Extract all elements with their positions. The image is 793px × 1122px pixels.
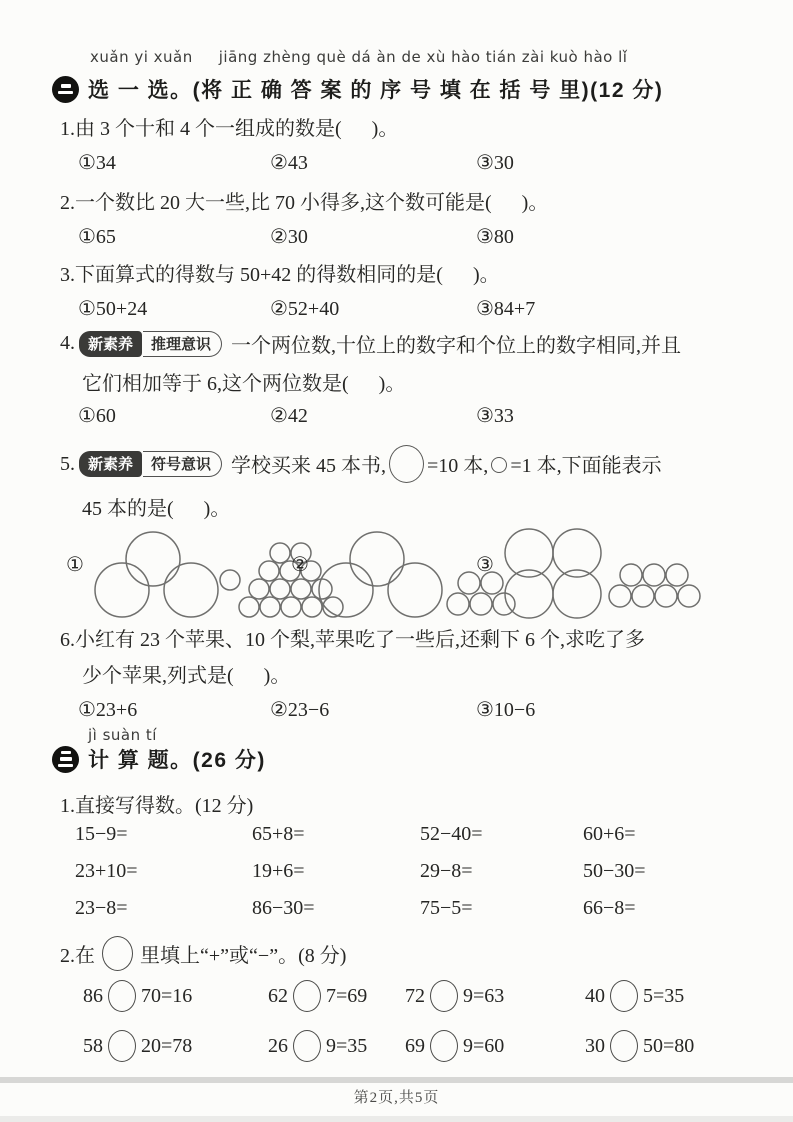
one-circle xyxy=(249,579,269,599)
q3-option-3: ③84+7 xyxy=(476,298,536,320)
circles-diagram-3 xyxy=(501,526,711,620)
one-circle xyxy=(666,564,688,586)
question-5-line2: 45 本的是( )。 xyxy=(82,498,231,520)
q4-option-2: ②42 xyxy=(270,405,308,427)
q4-option-1: ①60 xyxy=(78,405,116,427)
small-circle-symbol xyxy=(491,457,507,473)
one-circle xyxy=(270,543,290,563)
reasoning-awareness-badge: 推理意识 xyxy=(143,331,222,357)
one-circle xyxy=(259,561,279,581)
calc-expression: 29−8= xyxy=(420,860,473,882)
question-4-options xyxy=(78,403,514,428)
q2-option-2: ②30 xyxy=(270,226,308,248)
calc-expression: 23+10= xyxy=(75,860,138,882)
calc-expression: 86−30= xyxy=(252,897,315,919)
q5-number: 5. xyxy=(60,452,75,475)
question-1-options xyxy=(78,150,514,175)
section-three-icon xyxy=(52,746,79,773)
question-4-line1 xyxy=(60,329,681,358)
q1-option-1: ①34 xyxy=(78,152,116,174)
page-edge-shadow xyxy=(0,1077,793,1083)
ten-circle xyxy=(95,563,149,617)
section3-pinyin: jì suàn tí xyxy=(88,726,157,744)
diagram-3-label: ③ xyxy=(476,554,494,576)
scan-bottom-edge xyxy=(0,1116,793,1122)
operator-blank-circle xyxy=(108,980,136,1012)
calc-expression: 23−8= xyxy=(75,897,128,919)
new-literacy-badge: 新素养 xyxy=(79,451,142,477)
section2-header xyxy=(52,74,663,104)
q6-option-3: ③10−6 xyxy=(476,699,536,721)
ten-circle xyxy=(319,563,373,617)
fill-row-1 xyxy=(83,980,684,1012)
ten-circle xyxy=(350,532,404,586)
question-6-line2: 少个苹果,列式是( )。 xyxy=(82,665,291,687)
section2-pinyin xyxy=(90,48,627,66)
q4-option-3: ③33 xyxy=(476,405,514,427)
calc-expression: 66−8= xyxy=(583,897,636,919)
fill-row-2 xyxy=(83,1030,694,1062)
question-3-options xyxy=(78,296,535,321)
q4-text: 一个两位数,十位上的数字和个位上的数字相同,并且 xyxy=(231,335,682,357)
operator-blank-circle xyxy=(610,1030,638,1062)
diagram-2-label: ② xyxy=(291,554,309,576)
q2-option-3: ③80 xyxy=(476,226,514,248)
operator-blank-circle xyxy=(430,980,458,1012)
calc-expression: 65+8= xyxy=(252,823,305,845)
fill-item: 86 70=16 xyxy=(83,980,268,1012)
symbol-awareness-badge: 符号意识 xyxy=(143,451,222,477)
one-circle xyxy=(632,585,654,607)
ten-circle xyxy=(126,532,180,586)
operator-blank-circle xyxy=(430,1030,458,1062)
section2-title: 选 一 选。(将 正 确 答 案 的 序 号 填 在 括 号 里)(12 分) xyxy=(88,79,664,102)
q1-option-2: ②43 xyxy=(270,152,308,174)
one-circle xyxy=(655,585,677,607)
pinyin-part-a: xuǎn yi xuǎn xyxy=(90,48,193,66)
fill-item: 40 5=35 xyxy=(585,980,684,1012)
section3-header xyxy=(52,744,266,774)
question-1-text: 1.由 3 个十和 4 个一组成的数是( )。 xyxy=(60,118,399,140)
q3-option-1: ①50+24 xyxy=(78,298,148,320)
one-circle xyxy=(609,585,631,607)
one-circle xyxy=(260,597,280,617)
one-circle xyxy=(270,579,290,599)
question-5-line1 xyxy=(60,445,662,483)
q6-option-2: ②23−6 xyxy=(270,699,330,721)
calc-expression: 15−9= xyxy=(75,823,128,845)
q5-text: 学校买来 45 本书, =10 本, =1 本,下面能表示 xyxy=(231,445,662,483)
q5-option-3-diagram xyxy=(476,526,711,620)
one-circle xyxy=(678,585,700,607)
one-circle xyxy=(620,564,642,586)
calc-expression: 60+6= xyxy=(583,823,636,845)
one-circle xyxy=(447,593,469,615)
operator-blank-circle xyxy=(293,980,321,1012)
part1-title: 1.直接写得数。(12 分) xyxy=(60,795,254,817)
calc-row-1 xyxy=(75,823,636,846)
calc-expression: 75−5= xyxy=(420,897,473,919)
fill-item: 62 7=69 xyxy=(268,980,405,1012)
section3-title: 计 算 题。(26 分) xyxy=(88,749,266,772)
operator-blank-circle xyxy=(610,980,638,1012)
one-circle xyxy=(643,564,665,586)
calc-expression: 19+6= xyxy=(252,860,305,882)
section-two-icon xyxy=(52,76,79,103)
q6-option-1: ①23+6 xyxy=(78,699,138,721)
question-6-options xyxy=(78,697,535,722)
calc-expression: 52−40= xyxy=(420,823,483,845)
one-circle xyxy=(239,597,259,617)
calc-row-2 xyxy=(75,860,646,883)
fill-item: 30 50=80 xyxy=(585,1030,694,1062)
calc-row-3 xyxy=(75,897,636,920)
new-literacy-badge: 新素养 xyxy=(79,331,142,357)
one-circle xyxy=(220,570,240,590)
q1-option-3: ③30 xyxy=(476,152,514,174)
question-2-text: 2.一个数比 20 大一些,比 70 小得多,这个数可能是( )。 xyxy=(60,192,549,214)
calc-expression: 50−30= xyxy=(583,860,646,882)
blank-circle-symbol xyxy=(102,936,133,971)
page-number: 第2页,共5页 xyxy=(353,1090,440,1106)
question-6-line1: 6.小红有 23 个苹果、10 个梨,苹果吃了一些后,还剩下 6 个,求吃了多 xyxy=(60,629,645,651)
fill-item: 69 9=60 xyxy=(405,1030,585,1062)
pinyin-part-b: jiāng zhèng què dá àn de xù hào tián zài kuò hào lǐ xyxy=(218,48,628,66)
q4-number: 4. xyxy=(60,332,75,354)
q3-option-2: ②52+40 xyxy=(270,298,340,320)
big-circle-symbol xyxy=(389,445,424,483)
fill-item: 72 9=63 xyxy=(405,980,585,1012)
q2-option-1: ①65 xyxy=(78,226,116,248)
fill-item: 26 9=35 xyxy=(268,1030,405,1062)
part2-title: 2.在 里填上“+”或“−”。(8 分) xyxy=(60,936,346,971)
operator-blank-circle xyxy=(293,1030,321,1062)
ten-circle xyxy=(388,563,442,617)
operator-blank-circle xyxy=(108,1030,136,1062)
question-2-options xyxy=(78,224,514,249)
question-3-text: 3.下面算式的得数与 50+42 的得数相同的是( )。 xyxy=(60,264,500,286)
diagram-1-label: ① xyxy=(66,554,84,576)
fill-item: 58 20=78 xyxy=(83,1030,268,1062)
ten-circle xyxy=(164,563,218,617)
question-4-line2: 它们相加等于 6,这个两位数是( )。 xyxy=(82,373,406,395)
